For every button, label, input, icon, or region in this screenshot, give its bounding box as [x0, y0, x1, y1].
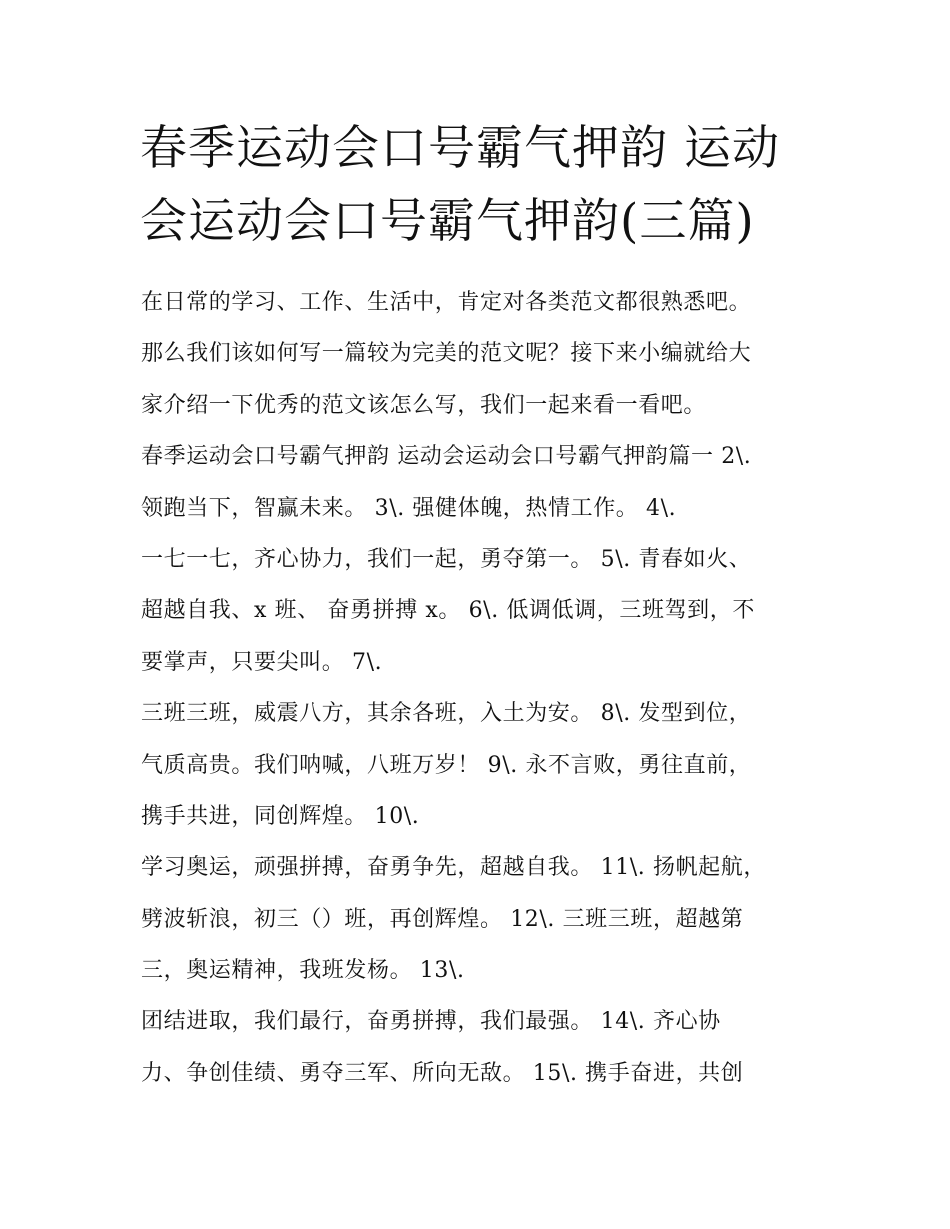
body-line: 领跑当下，智赢未来。 3\. 强健体魄，热情工作。 4\.	[141, 495, 677, 521]
body-line: 气质高贵。我们呐喊，八班万岁！ 9\. 永不言败，勇往直前，	[141, 752, 752, 778]
body-line: 春季运动会口号霸气押韵 运动会运动会口号霸气押韵篇一 2\.	[141, 444, 752, 470]
body-line: 团结进取，我们最行，奋勇拼搏，我们最强。 14\. 齐心协	[141, 1009, 721, 1035]
body-line: 劈波斩浪，初三（）班，再创辉煌。 12\. 三班三班，超越第	[141, 906, 744, 932]
body-line: 一七一七，齐心协力，我们一起，勇夺第一。 5\. 青春如火、	[141, 546, 752, 572]
body-line: 力、争创佳绩、勇夺三军、所向无敌。 15\. 携手奋进，共创	[141, 1060, 744, 1086]
body-line: 三，奥运精神，我班发杨。 13\.	[141, 958, 465, 984]
title-line: 春季运动会口号霸气押韵 运动	[140, 121, 780, 176]
document-body	[141, 277, 831, 1099]
body-line: 携手共进，同创辉煌。 10\.	[141, 803, 420, 829]
body-line: 要掌声，只要尖叫。 7\.	[141, 649, 383, 675]
document-title	[140, 112, 830, 258]
body-line: 在日常的学习、工作、生活中，肯定对各类范文都很熟悉吧。	[141, 290, 752, 315]
body-line: 三班三班，威震八方，其余各班，入土为安。 8\. 发型到位，	[141, 701, 752, 727]
title-line: 会运动会口号霸气押韵(三篇)	[140, 194, 755, 249]
body-line: 学习奥运，顽强拼搏，奋勇争先，超越自我。 11\. 扬帆起航，	[141, 855, 766, 881]
body-line: 那么我们该如何写一篇较为完美的范文呢？接下来小编就给大	[141, 341, 752, 367]
body-line: 超越自我、x 班、 奋勇拼搏 x。 6\. 低调低调，三班驾到，不	[141, 598, 755, 624]
body-line: 家介绍一下优秀的范文该怎么写，我们一起来看一看吧。	[141, 392, 707, 418]
